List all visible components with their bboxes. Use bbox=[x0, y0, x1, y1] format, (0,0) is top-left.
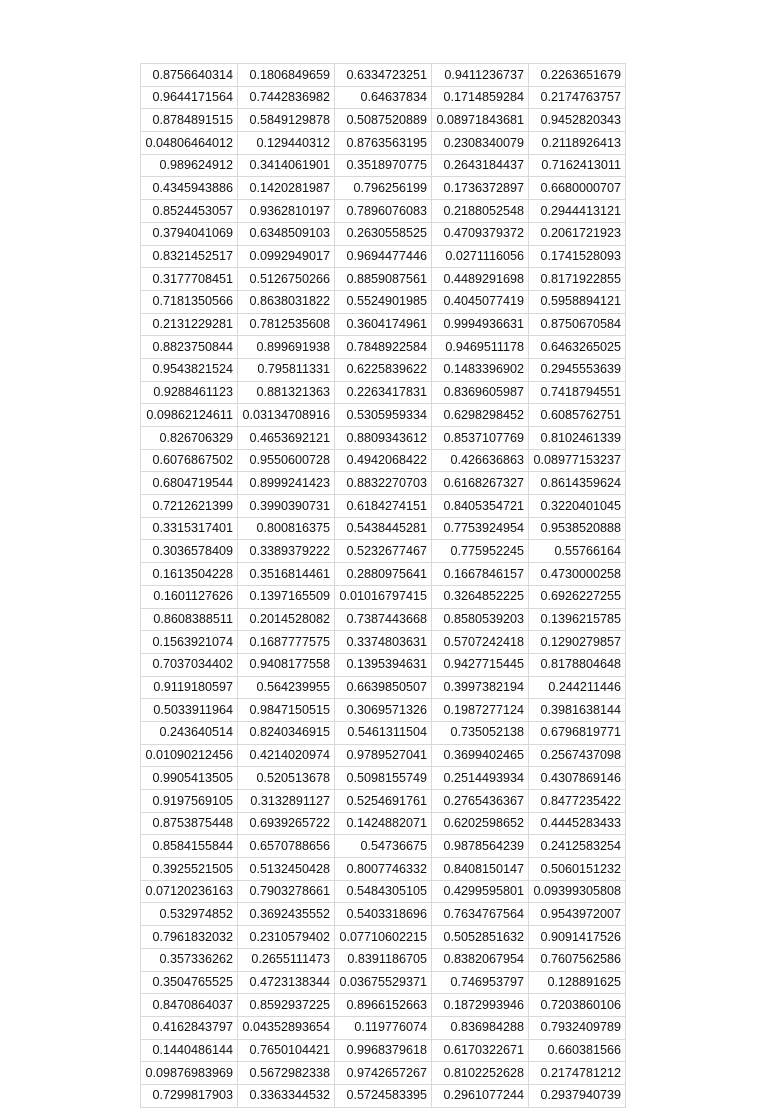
table-cell[interactable]: 0.8580539203 bbox=[432, 608, 529, 631]
table-cell[interactable]: 0.4345943886 bbox=[141, 177, 238, 200]
table-cell[interactable]: 0.564239955 bbox=[238, 676, 335, 699]
table-cell[interactable]: 0.03134708916 bbox=[238, 404, 335, 427]
table-cell[interactable]: 0.1563921074 bbox=[141, 631, 238, 654]
table-cell[interactable]: 0.8408150147 bbox=[432, 858, 529, 881]
table-cell[interactable]: 0.2412583254 bbox=[529, 835, 626, 858]
table-cell[interactable]: 0.836984288 bbox=[432, 1016, 529, 1039]
table-row bbox=[141, 744, 626, 767]
table-cell[interactable]: 0.9288461123 bbox=[141, 381, 238, 404]
table-row bbox=[141, 994, 626, 1017]
table-row bbox=[141, 495, 626, 518]
table-cell[interactable]: 0.826706329 bbox=[141, 427, 238, 450]
table-cell[interactable]: 0.3990390731 bbox=[238, 495, 335, 518]
data-table bbox=[140, 63, 626, 1108]
table-cell[interactable]: 0.1741528093 bbox=[529, 245, 626, 268]
table-cell[interactable]: 0.7181350566 bbox=[141, 290, 238, 313]
table-cell[interactable]: 0.9408177558 bbox=[238, 653, 335, 676]
table-cell[interactable]: 0.4445283433 bbox=[529, 812, 626, 835]
table-cell[interactable]: 0.8171922855 bbox=[529, 268, 626, 291]
table-cell[interactable]: 0.1440486144 bbox=[141, 1039, 238, 1062]
table-cell[interactable]: 0.6334723251 bbox=[335, 64, 432, 87]
table-cell[interactable]: 0.2174781212 bbox=[529, 1062, 626, 1085]
table-cell[interactable]: 0.5052851632 bbox=[432, 926, 529, 949]
table-cell[interactable]: 0.6348509103 bbox=[238, 222, 335, 245]
table-cell[interactable]: 0.5098155749 bbox=[335, 767, 432, 790]
table-cell[interactable]: 0.4214020974 bbox=[238, 744, 335, 767]
table-row bbox=[141, 608, 626, 631]
table-cell[interactable]: 0.8832270703 bbox=[335, 472, 432, 495]
table-cell[interactable]: 0.4307869146 bbox=[529, 767, 626, 790]
table-cell[interactable]: 0.8382067954 bbox=[432, 948, 529, 971]
table-cell[interactable]: 0.2308340079 bbox=[432, 132, 529, 155]
table-cell[interactable]: 0.7932409789 bbox=[529, 1016, 626, 1039]
table-cell[interactable]: 0.3997382194 bbox=[432, 676, 529, 699]
table-cell[interactable]: 0.2655111473 bbox=[238, 948, 335, 971]
table-cell[interactable]: 0.800816375 bbox=[238, 517, 335, 540]
table-cell[interactable]: 0.9119180597 bbox=[141, 676, 238, 699]
table-cell[interactable]: 0.9197569105 bbox=[141, 790, 238, 813]
table-cell[interactable]: 0.8608388511 bbox=[141, 608, 238, 631]
table-cell[interactable]: 0.2188052548 bbox=[432, 200, 529, 223]
table-cell[interactable]: 0.735052138 bbox=[432, 721, 529, 744]
table-cell[interactable]: 0.1601127626 bbox=[141, 585, 238, 608]
table-cell[interactable]: 0.1424882071 bbox=[335, 812, 432, 835]
table-cell[interactable]: 0.119776074 bbox=[335, 1016, 432, 1039]
table-cell[interactable]: 0.08971843681 bbox=[432, 109, 529, 132]
table-row bbox=[141, 858, 626, 881]
table-cell[interactable]: 0.04352893654 bbox=[238, 1016, 335, 1039]
table-row bbox=[141, 1062, 626, 1085]
table-cell[interactable]: 0.9968379618 bbox=[335, 1039, 432, 1062]
table-cell[interactable]: 0.6168267327 bbox=[432, 472, 529, 495]
table-cell[interactable]: 0.8405354721 bbox=[432, 495, 529, 518]
table-cell[interactable]: 0.2014528082 bbox=[238, 608, 335, 631]
table-cell[interactable]: 0.8470864037 bbox=[141, 994, 238, 1017]
table-cell[interactable]: 0.1613504228 bbox=[141, 563, 238, 586]
table-cell[interactable]: 0.6639850507 bbox=[335, 676, 432, 699]
table-cell[interactable]: 0.3692435552 bbox=[238, 903, 335, 926]
table-cell[interactable]: 0.6926227255 bbox=[529, 585, 626, 608]
table-cell[interactable]: 0.6804719544 bbox=[141, 472, 238, 495]
table-cell[interactable]: 0.5132450428 bbox=[238, 858, 335, 881]
table-cell[interactable]: 0.04806464012 bbox=[141, 132, 238, 155]
table-row bbox=[141, 404, 626, 427]
table-cell[interactable]: 0.6170322671 bbox=[432, 1039, 529, 1062]
table-cell[interactable]: 0.1987277124 bbox=[432, 699, 529, 722]
table-cell[interactable]: 0.520513678 bbox=[238, 767, 335, 790]
table-row bbox=[141, 971, 626, 994]
table-cell[interactable]: 0.3699402465 bbox=[432, 744, 529, 767]
table-cell[interactable]: 0.3220401045 bbox=[529, 495, 626, 518]
table-cell[interactable]: 0.5033911964 bbox=[141, 699, 238, 722]
table-cell[interactable]: 0.8750670584 bbox=[529, 313, 626, 336]
table-row bbox=[141, 86, 626, 109]
table-cell[interactable]: 0.6298298452 bbox=[432, 404, 529, 427]
table-cell[interactable]: 0.3604174961 bbox=[335, 313, 432, 336]
table-cell[interactable]: 0.6085762751 bbox=[529, 404, 626, 427]
table-cell[interactable]: 0.9543821524 bbox=[141, 358, 238, 381]
table-row bbox=[141, 631, 626, 654]
table-cell[interactable]: 0.09862124611 bbox=[141, 404, 238, 427]
table-cell[interactable]: 0.7896076083 bbox=[335, 200, 432, 223]
table-cell[interactable]: 0.4299595801 bbox=[432, 880, 529, 903]
table-cell[interactable]: 0.1872993946 bbox=[432, 994, 529, 1017]
table-row bbox=[141, 200, 626, 223]
table-cell[interactable]: 0.3414061901 bbox=[238, 154, 335, 177]
table-cell[interactable]: 0.3925521505 bbox=[141, 858, 238, 881]
table-row bbox=[141, 699, 626, 722]
table-cell[interactable]: 0.5707242418 bbox=[432, 631, 529, 654]
table-row bbox=[141, 290, 626, 313]
table-cell[interactable]: 0.5305959334 bbox=[335, 404, 432, 427]
table-cell[interactable]: 0.01016797415 bbox=[335, 585, 432, 608]
table-cell[interactable]: 0.7442836982 bbox=[238, 86, 335, 109]
table-row bbox=[141, 790, 626, 813]
table-cell[interactable]: 0.243640514 bbox=[141, 721, 238, 744]
table-row bbox=[141, 132, 626, 155]
table-row bbox=[141, 676, 626, 699]
table-cell[interactable]: 0.3069571326 bbox=[335, 699, 432, 722]
table-row bbox=[141, 358, 626, 381]
table-cell[interactable]: 0.7812535608 bbox=[238, 313, 335, 336]
table-cell[interactable]: 0.3036578409 bbox=[141, 540, 238, 563]
table-row bbox=[141, 381, 626, 404]
table-cell[interactable]: 0.9411236737 bbox=[432, 64, 529, 87]
table-body bbox=[141, 64, 626, 1108]
table-cell[interactable]: 0.2567437098 bbox=[529, 744, 626, 767]
table-cell[interactable]: 0.3516814461 bbox=[238, 563, 335, 586]
table-cell[interactable]: 0.899691938 bbox=[238, 336, 335, 359]
table-row bbox=[141, 812, 626, 835]
table-cell[interactable]: 0.9905413505 bbox=[141, 767, 238, 790]
table-cell[interactable]: 0.8859087561 bbox=[335, 268, 432, 291]
table-row bbox=[141, 64, 626, 87]
table-cell[interactable]: 0.1736372897 bbox=[432, 177, 529, 200]
table-row bbox=[141, 517, 626, 540]
table-cell[interactable]: 0.9538520888 bbox=[529, 517, 626, 540]
table-row bbox=[141, 313, 626, 336]
table-cell[interactable]: 0.9878564239 bbox=[432, 835, 529, 858]
table-cell[interactable]: 0.1667846157 bbox=[432, 563, 529, 586]
table-cell[interactable]: 0.3315317401 bbox=[141, 517, 238, 540]
table-row bbox=[141, 472, 626, 495]
table-cell[interactable]: 0.6202598652 bbox=[432, 812, 529, 835]
table-cell[interactable]: 0.796256199 bbox=[335, 177, 432, 200]
table-row bbox=[141, 563, 626, 586]
table-cell[interactable]: 0.1397165509 bbox=[238, 585, 335, 608]
table-cell[interactable]: 0.6570788656 bbox=[238, 835, 335, 858]
table-cell[interactable]: 0.2961077244 bbox=[432, 1084, 529, 1107]
table-cell[interactable]: 0.9091417526 bbox=[529, 926, 626, 949]
table-cell[interactable]: 0.8537107769 bbox=[432, 427, 529, 450]
table-cell[interactable]: 0.7212621399 bbox=[141, 495, 238, 518]
table-cell[interactable]: 0.4653692121 bbox=[238, 427, 335, 450]
table-cell[interactable]: 0.795811331 bbox=[238, 358, 335, 381]
table-cell[interactable]: 0.7650104421 bbox=[238, 1039, 335, 1062]
table-row bbox=[141, 268, 626, 291]
table-cell[interactable]: 0.9550600728 bbox=[238, 449, 335, 472]
table-cell[interactable]: 0.3389379222 bbox=[238, 540, 335, 563]
table-cell[interactable]: 0.2944413121 bbox=[529, 200, 626, 223]
table-row bbox=[141, 245, 626, 268]
table-cell[interactable]: 0.7903278661 bbox=[238, 880, 335, 903]
table-cell[interactable]: 0.2514493934 bbox=[432, 767, 529, 790]
table-cell[interactable]: 0.9469511178 bbox=[432, 336, 529, 359]
table-cell[interactable]: 0.6184274151 bbox=[335, 495, 432, 518]
table-cell[interactable]: 0.64637834 bbox=[335, 86, 432, 109]
table-cell[interactable]: 0.7037034402 bbox=[141, 653, 238, 676]
table-cell[interactable]: 0.129440312 bbox=[238, 132, 335, 155]
table-cell[interactable]: 0.5087520889 bbox=[335, 109, 432, 132]
table-cell[interactable]: 0.5672982338 bbox=[238, 1062, 335, 1085]
table-cell[interactable]: 0.8477235422 bbox=[529, 790, 626, 813]
table-cell[interactable]: 0.6463265025 bbox=[529, 336, 626, 359]
table-cell[interactable]: 0.5849129878 bbox=[238, 109, 335, 132]
table-cell[interactable]: 0.5958894121 bbox=[529, 290, 626, 313]
table-cell[interactable]: 0.03675529371 bbox=[335, 971, 432, 994]
table-cell[interactable]: 0.3177708451 bbox=[141, 268, 238, 291]
table-row bbox=[141, 835, 626, 858]
table-cell[interactable]: 0.9452820343 bbox=[529, 109, 626, 132]
table-cell[interactable]: 0.989624912 bbox=[141, 154, 238, 177]
table-cell[interactable]: 0.4942068422 bbox=[335, 449, 432, 472]
table-cell[interactable]: 0.8391186705 bbox=[335, 948, 432, 971]
table-cell[interactable]: 0.7848922584 bbox=[335, 336, 432, 359]
table-cell[interactable]: 0.4489291698 bbox=[432, 268, 529, 291]
table-cell[interactable]: 0.07710602215 bbox=[335, 926, 432, 949]
table-cell[interactable]: 0.1395394631 bbox=[335, 653, 432, 676]
table-cell[interactable]: 0.7299817903 bbox=[141, 1084, 238, 1107]
table-row bbox=[141, 880, 626, 903]
table-cell[interactable]: 0.2310579402 bbox=[238, 926, 335, 949]
table-cell[interactable]: 0.2061721923 bbox=[529, 222, 626, 245]
table-cell[interactable]: 0.1806849659 bbox=[238, 64, 335, 87]
table-row bbox=[141, 109, 626, 132]
table-cell[interactable]: 0.09399305808 bbox=[529, 880, 626, 903]
table-cell[interactable]: 0.8584155844 bbox=[141, 835, 238, 858]
table-cell[interactable]: 0.9644171564 bbox=[141, 86, 238, 109]
table-cell[interactable]: 0.8763563195 bbox=[335, 132, 432, 155]
table-cell[interactable]: 0.2263417831 bbox=[335, 381, 432, 404]
table-cell[interactable]: 0.2174763757 bbox=[529, 86, 626, 109]
table-cell[interactable]: 0.7418794551 bbox=[529, 381, 626, 404]
table-cell[interactable]: 0.7203860106 bbox=[529, 994, 626, 1017]
table-cell[interactable]: 0.532974852 bbox=[141, 903, 238, 926]
table-cell[interactable]: 0.8966152663 bbox=[335, 994, 432, 1017]
table-row bbox=[141, 427, 626, 450]
table-cell[interactable]: 0.8823750844 bbox=[141, 336, 238, 359]
table-cell[interactable]: 0.5060151232 bbox=[529, 858, 626, 881]
table-cell[interactable]: 0.9994936631 bbox=[432, 313, 529, 336]
table-cell[interactable]: 0.8524453057 bbox=[141, 200, 238, 223]
table-cell[interactable]: 0.8784891515 bbox=[141, 109, 238, 132]
table-cell[interactable]: 0.2263651679 bbox=[529, 64, 626, 87]
table-row bbox=[141, 154, 626, 177]
table-cell[interactable]: 0.1396215785 bbox=[529, 608, 626, 631]
table-cell[interactable]: 0.6939265722 bbox=[238, 812, 335, 835]
table-cell[interactable]: 0.1687777575 bbox=[238, 631, 335, 654]
table-cell[interactable]: 0.5724583395 bbox=[335, 1084, 432, 1107]
table-cell[interactable]: 0.7607562586 bbox=[529, 948, 626, 971]
table-cell[interactable]: 0.2880975641 bbox=[335, 563, 432, 586]
table-cell[interactable]: 0.9543972007 bbox=[529, 903, 626, 926]
table-cell[interactable]: 0.357336262 bbox=[141, 948, 238, 971]
table-row bbox=[141, 1039, 626, 1062]
table-cell[interactable]: 0.2937940739 bbox=[529, 1084, 626, 1107]
table-row bbox=[141, 767, 626, 790]
table-cell[interactable]: 0.08977153237 bbox=[529, 449, 626, 472]
table-cell[interactable]: 0.9789527041 bbox=[335, 744, 432, 767]
table-row bbox=[141, 540, 626, 563]
table-cell[interactable]: 0.7753924954 bbox=[432, 517, 529, 540]
table-row bbox=[141, 1016, 626, 1039]
table-cell[interactable]: 0.2630558525 bbox=[335, 222, 432, 245]
table-cell[interactable]: 0.2945553639 bbox=[529, 358, 626, 381]
table-cell[interactable]: 0.2643184437 bbox=[432, 154, 529, 177]
table-cell[interactable]: 0.0992949017 bbox=[238, 245, 335, 268]
table-cell[interactable]: 0.2765436367 bbox=[432, 790, 529, 813]
table-cell[interactable]: 0.775952245 bbox=[432, 540, 529, 563]
table-cell[interactable]: 0.9847150515 bbox=[238, 699, 335, 722]
table-cell[interactable]: 0.5403318696 bbox=[335, 903, 432, 926]
table-row bbox=[141, 903, 626, 926]
table-cell[interactable]: 0.5126750266 bbox=[238, 268, 335, 291]
table-row bbox=[141, 1084, 626, 1107]
table-cell[interactable]: 0.2118926413 bbox=[529, 132, 626, 155]
table-cell[interactable]: 0.07120236163 bbox=[141, 880, 238, 903]
table-row bbox=[141, 721, 626, 744]
table-cell[interactable]: 0.6796819771 bbox=[529, 721, 626, 744]
table-cell[interactable]: 0.4709379372 bbox=[432, 222, 529, 245]
table-cell[interactable]: 0.8102252628 bbox=[432, 1062, 529, 1085]
table-cell[interactable]: 0.8321452517 bbox=[141, 245, 238, 268]
table-cell[interactable]: 0.4730000258 bbox=[529, 563, 626, 586]
table-cell[interactable]: 0.8102461339 bbox=[529, 427, 626, 450]
table-cell[interactable]: 0.3981638144 bbox=[529, 699, 626, 722]
table-cell[interactable]: 0.54736675 bbox=[335, 835, 432, 858]
table-row bbox=[141, 177, 626, 200]
table-cell[interactable]: 0.6076867502 bbox=[141, 449, 238, 472]
table-cell[interactable]: 0.8756640314 bbox=[141, 64, 238, 87]
table-cell[interactable]: 0.746953797 bbox=[432, 971, 529, 994]
table-cell[interactable]: 0.3504765525 bbox=[141, 971, 238, 994]
table-cell[interactable]: 0.7387443668 bbox=[335, 608, 432, 631]
table-cell[interactable]: 0.5461311504 bbox=[335, 721, 432, 744]
table-cell[interactable]: 0.8638031822 bbox=[238, 290, 335, 313]
table-cell[interactable]: 0.8007746332 bbox=[335, 858, 432, 881]
table-cell[interactable]: 0.4723138344 bbox=[238, 971, 335, 994]
table-cell[interactable]: 0.881321363 bbox=[238, 381, 335, 404]
table-cell[interactable]: 0.4162843797 bbox=[141, 1016, 238, 1039]
table-cell[interactable]: 0.9427715445 bbox=[432, 653, 529, 676]
table-cell[interactable]: 0.5254691761 bbox=[335, 790, 432, 813]
table-cell[interactable]: 0.8178804648 bbox=[529, 653, 626, 676]
table-cell[interactable]: 0.1420281987 bbox=[238, 177, 335, 200]
table-cell[interactable]: 0.01090212456 bbox=[141, 744, 238, 767]
table-cell[interactable]: 0.8753875448 bbox=[141, 812, 238, 835]
table-cell[interactable]: 0.5524901985 bbox=[335, 290, 432, 313]
table-cell[interactable]: 0.660381566 bbox=[529, 1039, 626, 1062]
table-row bbox=[141, 222, 626, 245]
table-cell[interactable]: 0.426636863 bbox=[432, 449, 529, 472]
table-cell[interactable]: 0.7961832032 bbox=[141, 926, 238, 949]
table-cell[interactable]: 0.5438445281 bbox=[335, 517, 432, 540]
table-cell[interactable]: 0.8369605987 bbox=[432, 381, 529, 404]
table-cell[interactable]: 0.3374803631 bbox=[335, 631, 432, 654]
table-cell[interactable]: 0.128891625 bbox=[529, 971, 626, 994]
table-cell[interactable]: 0.6225839622 bbox=[335, 358, 432, 381]
table-cell[interactable]: 0.7634767564 bbox=[432, 903, 529, 926]
table-cell[interactable]: 0.8614359624 bbox=[529, 472, 626, 495]
table-cell[interactable]: 0.9362810197 bbox=[238, 200, 335, 223]
table-cell[interactable]: 0.7162413011 bbox=[529, 154, 626, 177]
table-cell[interactable]: 0.3363344532 bbox=[238, 1084, 335, 1107]
table-cell[interactable]: 0.3132891127 bbox=[238, 790, 335, 813]
table-cell[interactable]: 0.55766164 bbox=[529, 540, 626, 563]
table-cell[interactable]: 0.8240346915 bbox=[238, 721, 335, 744]
table-row bbox=[141, 449, 626, 472]
table-row bbox=[141, 926, 626, 949]
table-cell[interactable]: 0.2131229281 bbox=[141, 313, 238, 336]
table-row bbox=[141, 948, 626, 971]
table-cell[interactable]: 0.9694477446 bbox=[335, 245, 432, 268]
table-cell[interactable]: 0.1483396902 bbox=[432, 358, 529, 381]
table-cell[interactable]: 0.3794041069 bbox=[141, 222, 238, 245]
table-cell[interactable]: 0.5232677467 bbox=[335, 540, 432, 563]
table-cell[interactable]: 0.3264852225 bbox=[432, 585, 529, 608]
table-cell[interactable]: 0.1290279857 bbox=[529, 631, 626, 654]
table-cell[interactable]: 0.3518970775 bbox=[335, 154, 432, 177]
table-cell[interactable]: 0.6680000707 bbox=[529, 177, 626, 200]
table-cell[interactable]: 0.0271116056 bbox=[432, 245, 529, 268]
table-cell[interactable]: 0.9742657267 bbox=[335, 1062, 432, 1085]
table-row bbox=[141, 585, 626, 608]
table-cell[interactable]: 0.4045077419 bbox=[432, 290, 529, 313]
table-cell[interactable]: 0.5484305105 bbox=[335, 880, 432, 903]
table-row bbox=[141, 336, 626, 359]
table-cell[interactable]: 0.244211446 bbox=[529, 676, 626, 699]
table-row bbox=[141, 653, 626, 676]
table-cell[interactable]: 0.8999241423 bbox=[238, 472, 335, 495]
table-cell[interactable]: 0.09876983969 bbox=[141, 1062, 238, 1085]
table-cell[interactable]: 0.1714859284 bbox=[432, 86, 529, 109]
table-cell[interactable]: 0.8809343612 bbox=[335, 427, 432, 450]
table-cell[interactable]: 0.8592937225 bbox=[238, 994, 335, 1017]
